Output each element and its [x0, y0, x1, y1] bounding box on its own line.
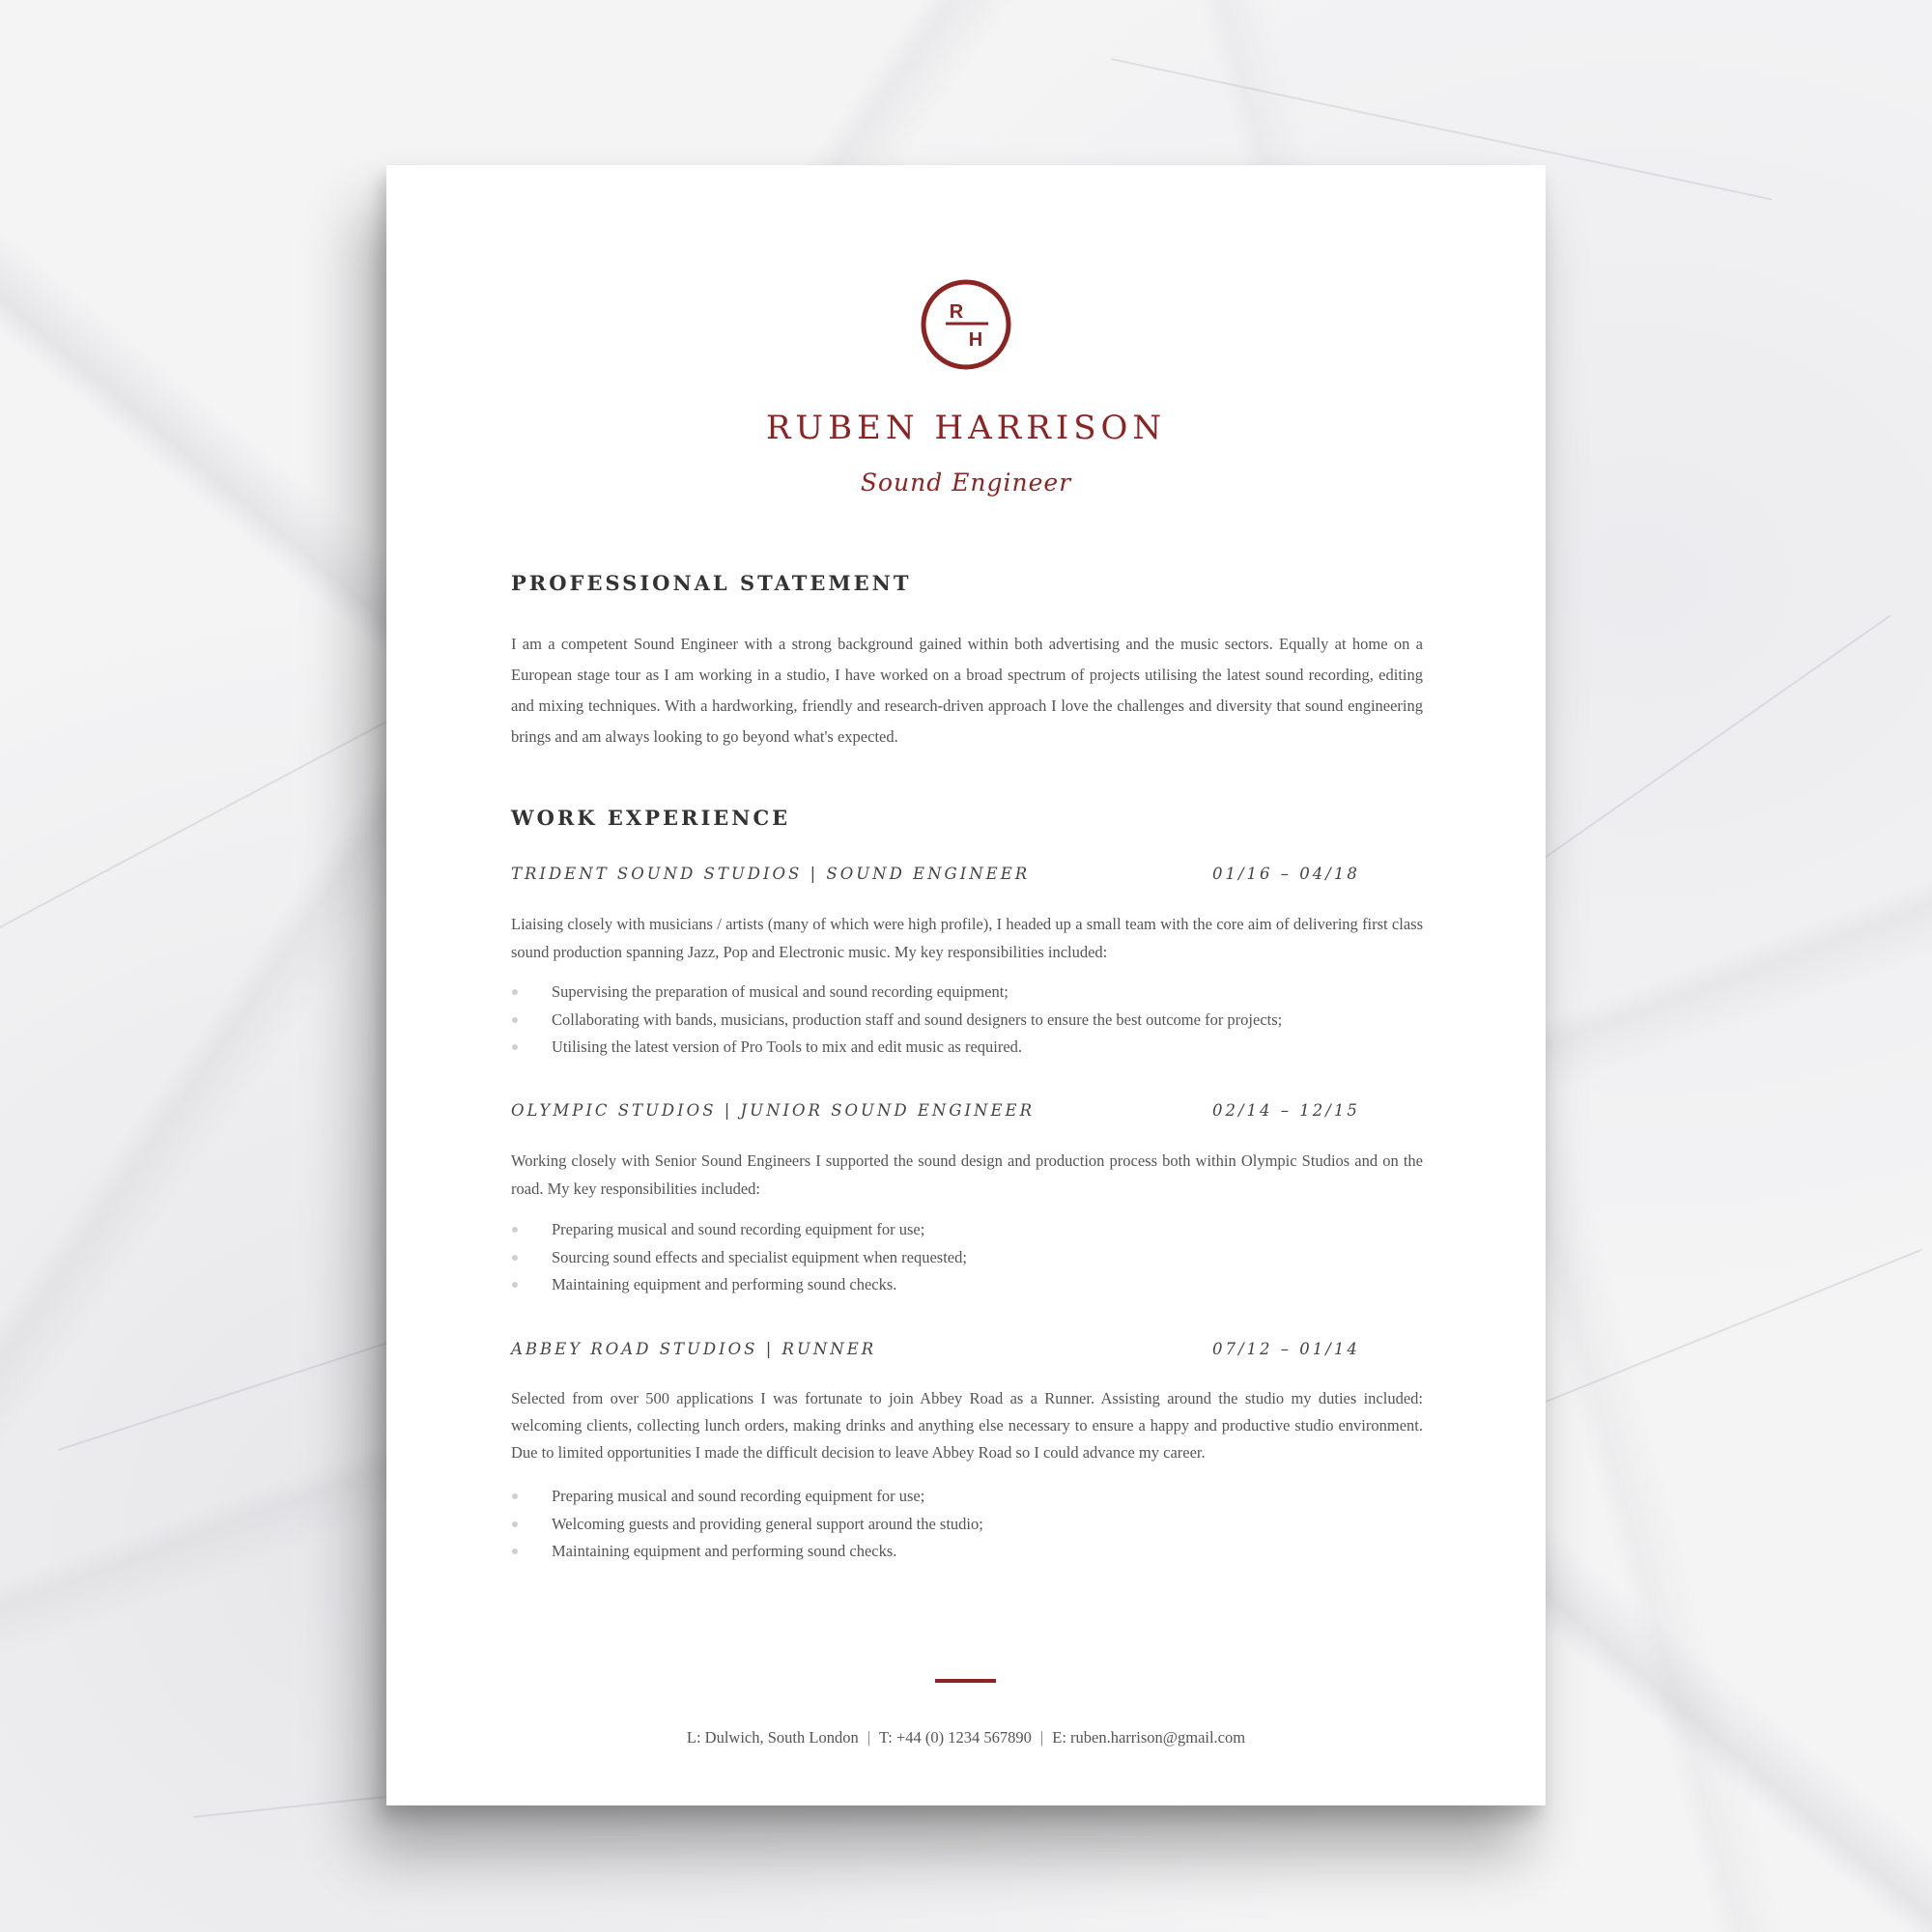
- job-description: Selected from over 500 applications I was fortunate to join Abbey Road as a Runner. Assisting around the studio my duties included: welcoming clients, collecting lunch orders, making drinks and anything else necessary to ensure a happy and productive studio environment. Due to limited opportunities I made the difficult decision to leave Abbey Road so I could advance my career.: [511, 1389, 1423, 1462]
- job-header: [511, 865, 1380, 888]
- job-dates: 01/16 – 04/18: [1212, 865, 1360, 883]
- accent-divider: [935, 1679, 996, 1683]
- bullet-dot: [512, 1017, 518, 1023]
- marble-vein: [1546, 1249, 1922, 1403]
- list-item: [511, 1515, 1423, 1543]
- candidate-name: RUBEN HARRISON: [765, 409, 1167, 447]
- list-item: [511, 1487, 1423, 1515]
- monogram-letter-h: H: [968, 329, 983, 351]
- list-item-text: Collaborating with bands, musicians, production staff and sound designers to ensure the best outcome for projects;: [552, 1009, 1283, 1029]
- job-title: TRIDENT SOUND STUDIOS | SOUND ENGINEER: [511, 865, 1031, 883]
- list-item: [511, 1275, 1423, 1303]
- contact-footer: [386, 1728, 1546, 1747]
- list-item-text: Supervising the preparation of musical and sound recording equipment;: [552, 982, 1009, 1001]
- footer-separator: |: [1039, 1728, 1044, 1747]
- bullet-dot: [512, 1282, 518, 1288]
- list-item-text: Maintaining equipment and performing sound checks.: [552, 1275, 897, 1293]
- job-description: Liaising closely with musicians / artists (many of which were high profile), I headed up a small team with the core aim of delivering first class sound production spanning Jazz, Pop and Electronic music. My key responsibilities included:: [511, 915, 1423, 961]
- list-item-text: Sourcing sound effects and specialist equipment when requested;: [552, 1247, 967, 1266]
- list-item-text: Welcoming guests and providing general support around the studio;: [552, 1514, 983, 1533]
- job-title: OLYMPIC STUDIOS | JUNIOR SOUND ENGINEER: [511, 1101, 1035, 1120]
- contact-location: L: Dulwich, South London: [686, 1728, 859, 1747]
- list-item: [511, 1220, 1423, 1248]
- bullet-dot: [512, 1227, 518, 1233]
- experience-heading: WORK EXPERIENCE: [511, 806, 791, 830]
- monogram-letter-r: R: [949, 301, 964, 323]
- job-responsibilities: [511, 1487, 1423, 1570]
- bullet-dot: [512, 1255, 518, 1261]
- bullet-dot: [512, 989, 518, 995]
- footer-separator: |: [867, 1728, 871, 1747]
- list-item-text: Preparing musical and sound recording equipment for use;: [552, 1487, 925, 1505]
- list-item-text: Preparing musical and sound recording equipment for use;: [552, 1220, 925, 1238]
- list-item: [511, 1542, 1423, 1570]
- list-item: [511, 982, 1423, 1010]
- job-header: [511, 1340, 1380, 1363]
- list-item: [511, 1037, 1423, 1065]
- statement-heading: PROFESSIONAL STATEMENT: [511, 571, 912, 595]
- list-item: [511, 1010, 1423, 1038]
- contact-email[interactable]: E: ruben.harrison@gmail.com: [1052, 1728, 1246, 1747]
- list-item-text: Maintaining equipment and performing sound checks.: [552, 1542, 897, 1560]
- monogram-logo: [919, 277, 1013, 372]
- list-item-text: Utilising the latest version of Pro Tools to mix and edit music as required.: [552, 1037, 1023, 1056]
- candidate-role: Sound Engineer: [860, 469, 1072, 497]
- bullet-dot: [512, 1548, 518, 1554]
- bullet-dot: [512, 1493, 518, 1499]
- contact-phone: T: +44 (0) 1234 567890: [879, 1728, 1032, 1747]
- marble-vein: [1526, 614, 1891, 870]
- resume-page: [386, 165, 1546, 1805]
- bullet-dot: [512, 1044, 518, 1050]
- bullet-dot: [512, 1521, 518, 1527]
- job-description: Working closely with Senior Sound Engineers I supported the sound design and production process both within Olympic Studios and on the road. My key responsibilities included:: [511, 1151, 1423, 1198]
- job-header: [511, 1101, 1380, 1124]
- job-dates: 02/14 – 12/15: [1212, 1101, 1360, 1120]
- statement-text: I am a competent Sound Engineer with a strong background gained within both advertising and the music sectors. Equally at home on a European stage tour as I am working in a studio, I have worked on a broad spectrum of projects utilising the latest sound recording, editing and mixing techniques. With a hardworking, friendly and research-driven approach I love the challenges and diversity that sound engineering brings and am always looking to go beyond what's expected.: [511, 635, 1423, 746]
- job-responsibilities: [511, 1220, 1423, 1303]
- list-item: [511, 1248, 1423, 1276]
- job-title: ABBEY ROAD STUDIOS | RUNNER: [511, 1340, 877, 1358]
- job-responsibilities: [511, 982, 1423, 1065]
- job-dates: 07/12 – 01/14: [1212, 1340, 1360, 1358]
